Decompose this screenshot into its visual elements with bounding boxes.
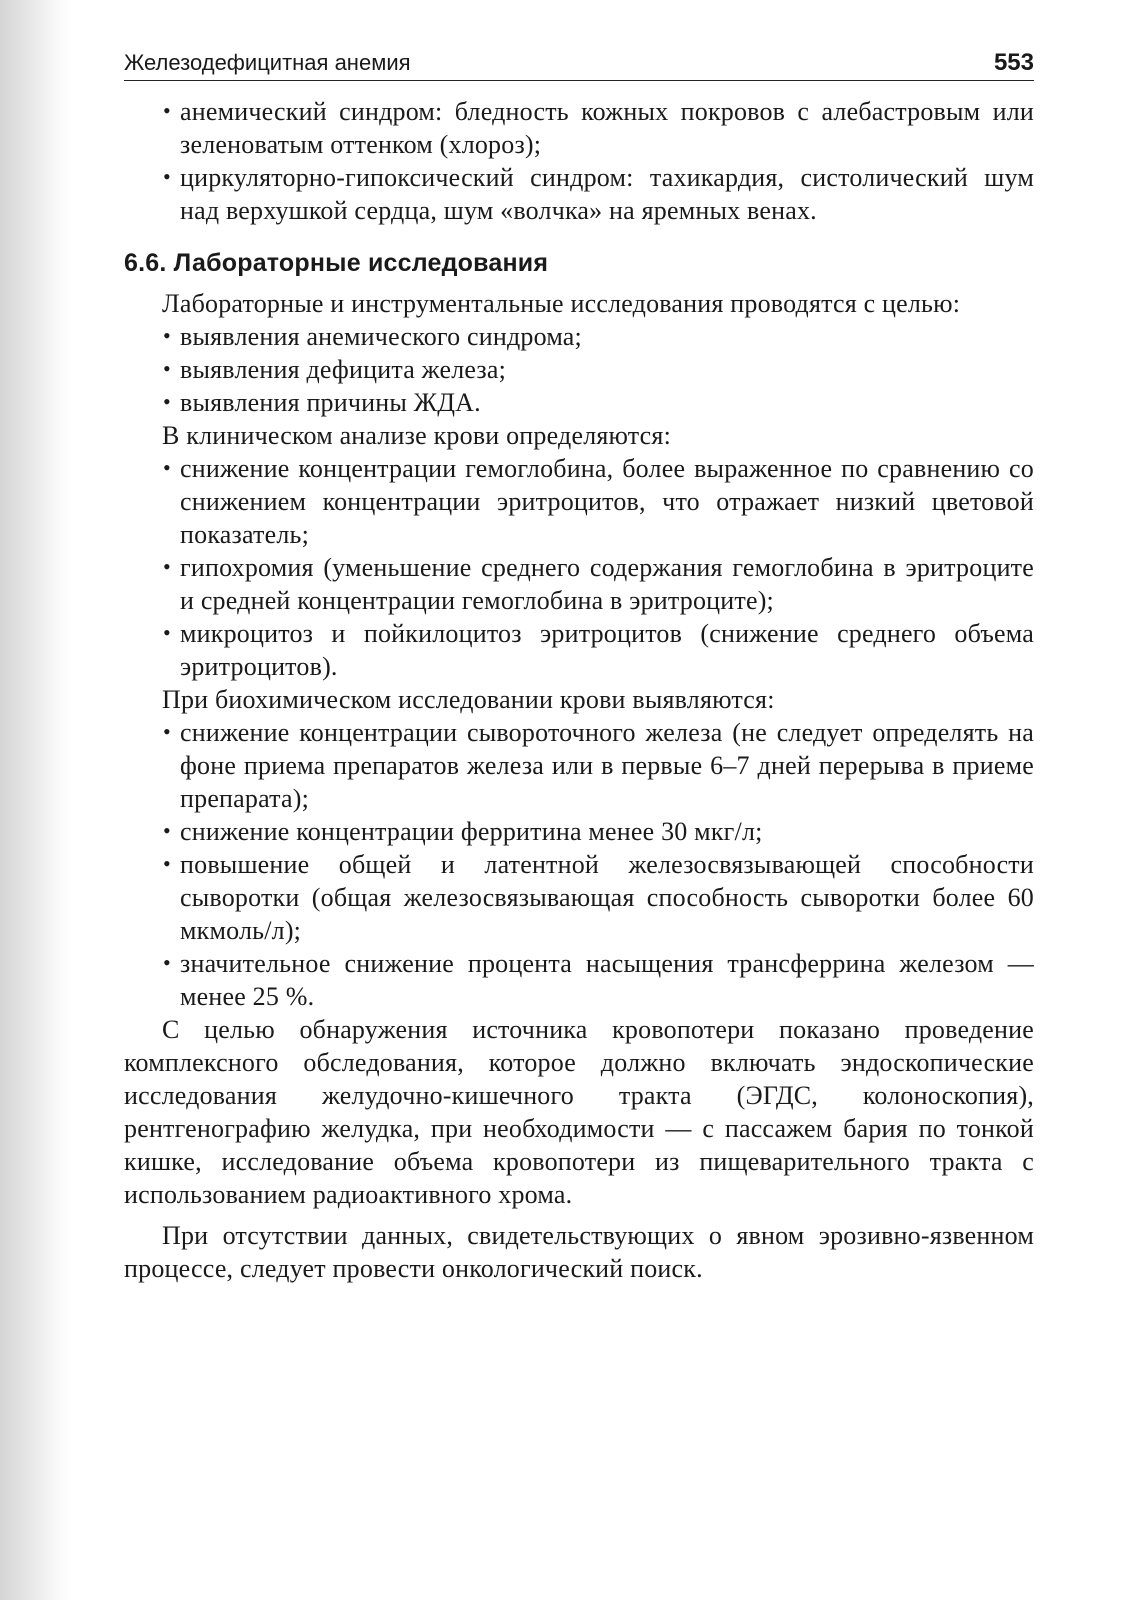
book-page: [124, 50, 1034, 1285]
page-content: [124, 95, 1034, 1285]
list-item: • анемический синдром: бледность кожных покровов с алебастровым или зеленоватым оттенком (хлороз);: [180, 95, 1034, 161]
section-intro: Лабораторные и инструментальные исследования проводятся с целью:: [162, 289, 961, 318]
paragraph-source-search: С целью обнаружения источника кровопотери показано проведение комплексного обследования, которое должно включать эндоскопические исследования желудочно-кишечного тракта (ЭГДС, колоноскопия), рентгенографию желудка, при необходимости — с пассажем бария по тонкой кишке, исследование объема кровопотери из пищеварительного тракта с использованием радиоактивного хрома.: [124, 1015, 1034, 1209]
section-heading: 6.6. Лабораторные исследования: [124, 249, 549, 277]
page-spine-shadow: [0, 0, 70, 1600]
bio-list: [124, 716, 1034, 1013]
cbc-list: [124, 452, 1034, 683]
list-item: • повышение общей и латентной железосвязывающей способности сыворотки (общая железосвязывающая способность сыворотки более 60 мкмоль/л);: [180, 848, 1034, 947]
running-header: [124, 50, 1034, 81]
list-item: • гипохромия (уменьшение среднего содержания гемоглобина в эритроците и средней концентрации гемоглобина в эритроците);: [180, 551, 1034, 617]
list-item: • выявления дефицита железа;: [180, 353, 1034, 386]
goals-list: [124, 320, 1034, 419]
paragraph-oncology: При отсутствии данных, свидетельствующих о явном эрозивно-язвенном процессе, следует провести онкологический поиск.: [124, 1221, 1034, 1283]
list-item: • выявления анемического синдрома;: [180, 320, 1034, 353]
list-item: • циркуляторно-гипоксический синдром: тахикардия, систолический шум над верхушкой сердца, шум «волчка» на яремных венах.: [180, 161, 1034, 227]
list-item: • снижение концентрации сывороточного железа (не следует определять на фоне приема препаратов железа или в первые 6–7 дней перерыва в приеме препарата);: [180, 716, 1034, 815]
list-item: • значительное снижение процента насыщения трансферрина железом — менее 25 %.: [180, 947, 1034, 1013]
list-item: • микроцитоз и пойкилоцитоз эритроцитов (снижение среднего объема эритроцитов).: [180, 617, 1034, 683]
list-item: • выявления причины ЖДА.: [180, 386, 1034, 419]
list-item: • снижение концентрации гемоглобина, более выраженное по сравнению со снижением концентрации эритроцитов, что отражает низкий цветовой показатель;: [180, 452, 1034, 551]
cbc-intro: В клиническом анализе крови определяются:: [162, 421, 672, 450]
intro-bullet-list: [124, 95, 1034, 227]
bio-intro: При биохимическом исследовании крови выявляются:: [162, 685, 775, 714]
list-item: • снижение концентрации ферритина менее 30 мкг/л;: [180, 815, 1034, 848]
running-title: Железодефицитная анемия: [124, 50, 411, 75]
page-number: 553: [993, 49, 1034, 76]
